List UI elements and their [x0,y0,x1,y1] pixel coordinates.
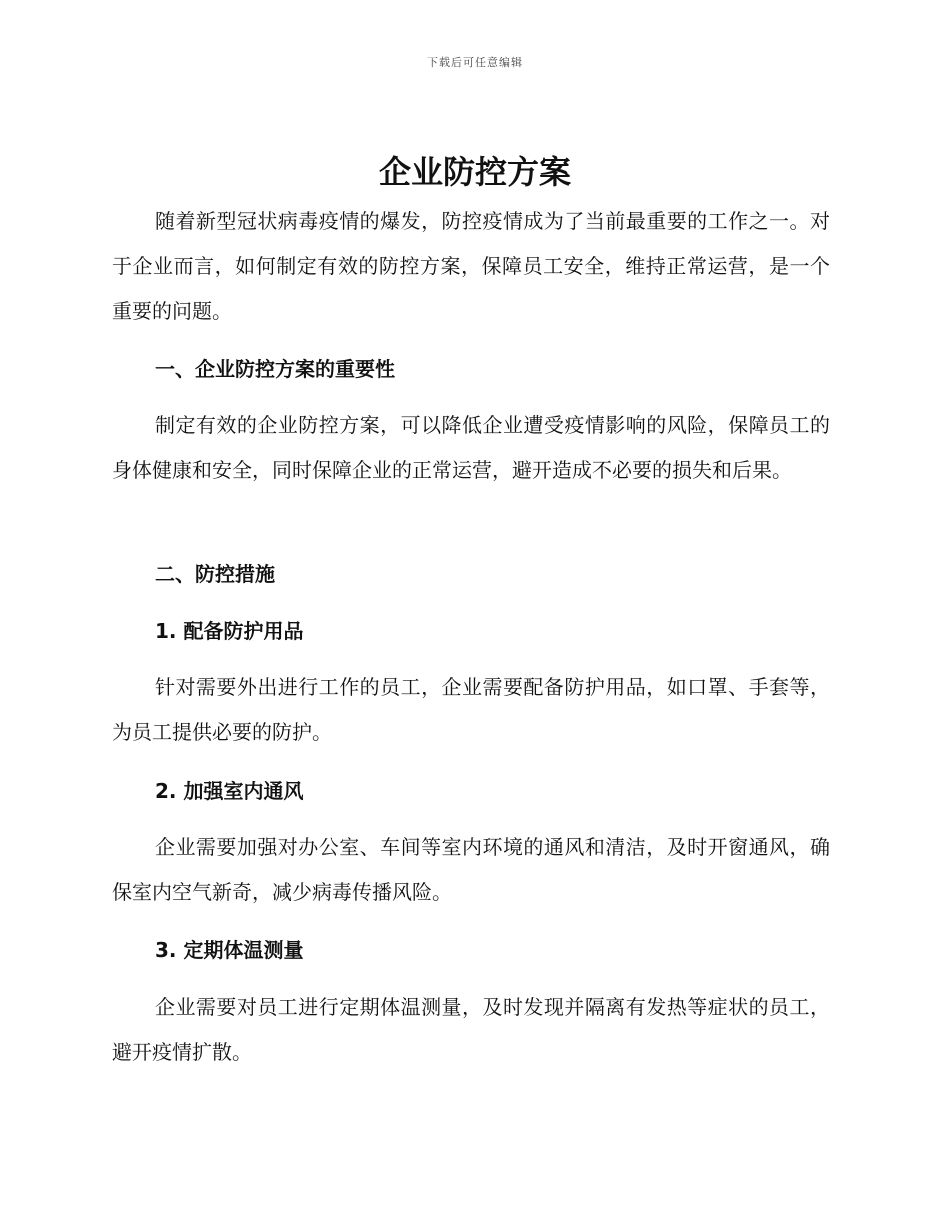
section-heading-importance: 一、企业防控方案的重要性 [155,357,395,381]
measure-heading-protective-supplies: 1. 配备防护用品 [155,619,304,643]
measure-paragraph-protective-supplies: 针对需要外出进行工作的员工，企业需要配备防护用品，如口罩、手套等，为员工提供必要的防护。 [112,675,830,744]
measure-heading-ventilation: 2. 加强室内通风 [155,779,304,803]
intro-paragraph: 随着新型冠状病毒疫情的爆发，防控疫情成为了当前最重要的工作之一。对于企业而言，如何制定有效的防控方案，保障员工安全，维持正常运营，是一个重要的问题。 [112,209,830,323]
section-heading-measures: 二、防控措施 [155,562,275,586]
measure-paragraph-temperature: 企业需要对员工进行定期体温测量，及时发现并隔离有发热等症状的员工，避开疫情扩散。 [112,995,830,1064]
measure-paragraph-ventilation: 企业需要加强对办公室、车间等室内环境的通风和清洁，及时开窗通风，确保室内空气新奇，减少病毒传播风险。 [112,835,830,904]
measure-heading-temperature: 3. 定期体温测量 [155,938,304,962]
importance-paragraph: 制定有效的企业防控方案，可以降低企业遭受疫情影响的风险，保障员工的身体健康和安全，同时保障企业的正常运营，避开造成不必要的损失和后果。 [112,413,830,482]
document-title: 企业防控方案 [378,153,571,191]
header-note: 下载后可任意编辑 [427,56,523,69]
